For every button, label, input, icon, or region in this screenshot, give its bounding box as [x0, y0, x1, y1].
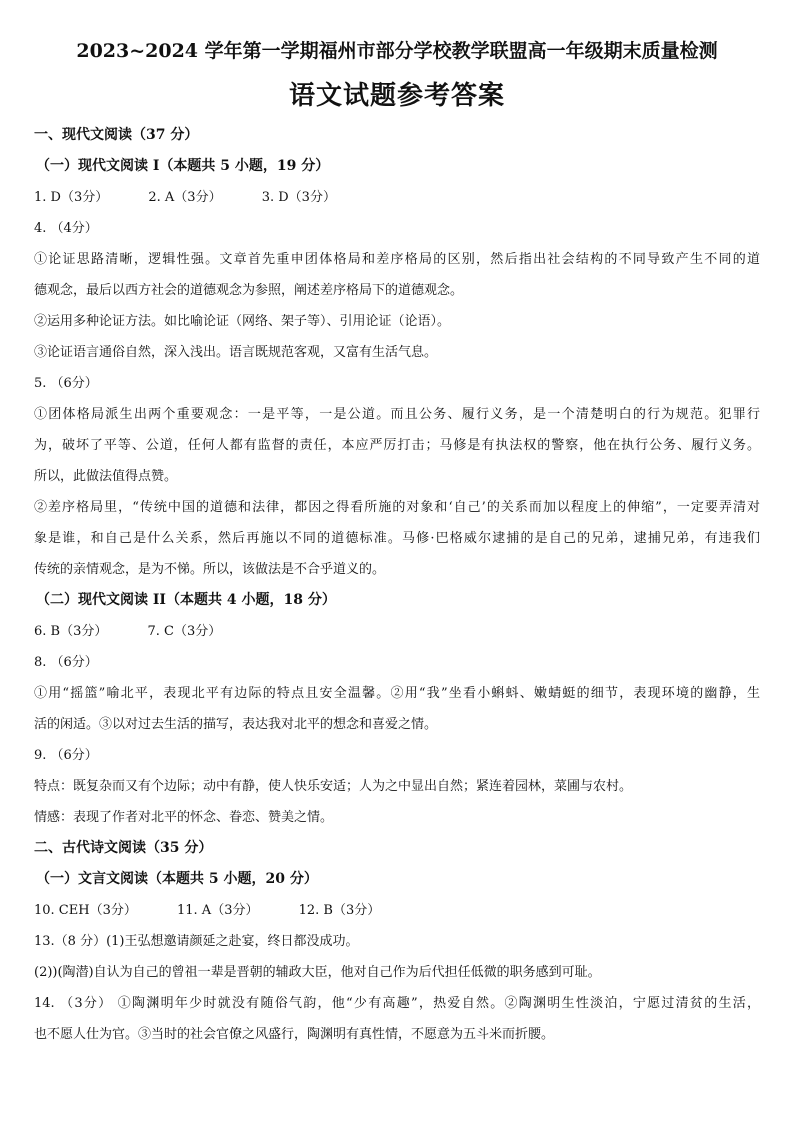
answer-q12: 12. B（3分）	[298, 903, 381, 918]
answer-q4-line: ②运用多种论证方法。如比喻论证（网络、架子等）、引用论证（论语）。	[34, 314, 451, 329]
answer-q6: 6. B（3分）	[34, 624, 108, 639]
answer-q8-line: 活的闲适。③以对过去生活的描写，表达我对北平的想念和喜爱之情。	[34, 717, 438, 732]
question-5-header: 5. （6分）	[34, 376, 98, 391]
answer-q13-line: (2))(陶潜)自认为自己的曾祖一辈是晋朝的辅政大臣，他对自己作为后代担任低微的职务感到可耻。	[34, 965, 601, 980]
answer-q5-line: 象是谁，和自己是什么关系，然后再施以不同的道德标准。马修·巴格威尔逮捕的是自己的兄弟，逮捕兄弟，有违我们	[34, 531, 760, 546]
exam-header: 2023~2024 学年第一学期福州市部分学校教学联盟高一年级期末质量检测	[76, 40, 718, 62]
answer-q4-line: 德观念，最后以西方社会的道德观念为参照，阐述差序格局下的道德观念。	[34, 283, 464, 298]
document-title: 语文试题参考答案	[288, 81, 505, 111]
answers-q10-q12	[34, 895, 760, 926]
answer-q14-line: 14. （3分） ①陶渊明年少时就没有随俗气韵，他“少有高趣”，热爱自然。②陶渊明生性淡泊，宁愿过清贫的生活，	[34, 996, 760, 1011]
answer-q5-line: 所以，此做法值得点赞。	[34, 469, 178, 484]
answer-q11: 11. A（3分）	[177, 903, 259, 918]
question-4-header: 4. （4分）	[34, 221, 98, 236]
answer-q10: 10. CEH（3分）	[34, 903, 137, 918]
answers-q6-q7	[34, 616, 760, 647]
answer-q1: 1. D（3分）	[34, 190, 109, 205]
answer-q9-line: 特点：既复杂而又有个边际；动中有静，使人快乐安适；人为之中显出自然；紧连着园林，菜圃与农村。	[34, 779, 633, 794]
answer-q4-line: ③论证语言通俗自然，深入浅出。语言既规范客观，又富有生活气息。	[34, 345, 438, 360]
answer-q5-line: 传统的亲情观念，是为不悌。所以，该做法是不合乎道义的。	[34, 562, 386, 577]
subsection-heading-classical-prose: （一）文言文阅读（本题共 5 小题，20 分）	[36, 871, 318, 887]
section-heading-modern-reading: 一、现代文阅读（37 分）	[34, 127, 199, 143]
answer-q8-line: ①用“摇篮”喻北平，表现北平有边际的特点且安全温馨。②用“我”坐看小蝌蚪、嫩蜻蜓的细节，表现环境的幽静，生	[34, 686, 760, 701]
answer-q5-line: ①团体格局派生出两个重要观念：一是平等，一是公道。而且公务、履行义务，是一个清楚明白的行为规范。犯罪行	[34, 407, 760, 422]
answer-q14-line: 也不愿人仕为官。③当时的社会官僚之风盛行，陶渊明有真性情，不愿意为五斗米而折腰。	[34, 1027, 555, 1042]
answer-q5-line: 为，破坏了平等、公道，任何人都有监督的责任，本应严厉打击；马修是有执法权的警察，他在执行公务、履行义务。	[34, 438, 760, 453]
answer-q5-line: ②差序格局里，“传统中国的道德和法律，都因之得看所施的对象和‘自己’的关系而加以程度上的伸缩”，一定要弄清对	[34, 500, 760, 515]
subsection-heading-modern-reading-1: （一）现代文阅读 I（本题共 5 小题，19 分）	[36, 158, 330, 174]
subsection-heading-modern-reading-2: （二）现代文阅读 II（本题共 4 小题，18 分）	[36, 592, 336, 608]
answer-q2: 2. A（3分）	[148, 190, 222, 205]
answer-q13-line: 13.（8 分）(1)王弘想邀请颜延之赴宴，终日都没成功。	[34, 934, 359, 949]
answer-q9-line: 情感：表现了作者对北平的怀念、眷恋、赞美之情。	[34, 810, 334, 825]
answers-q1-q3	[34, 182, 760, 213]
section-heading-classical-reading: 二、古代诗文阅读（35 分）	[34, 840, 213, 856]
question-8-header: 8. （6分）	[34, 655, 98, 670]
answer-q7: 7. C（3分）	[147, 624, 222, 639]
answer-q4-line: ①论证思路清晰，逻辑性强。文章首先重申团体格局和差序格局的区别，然后指出社会结构的不同导致产生不同的道	[34, 252, 760, 267]
question-9-header: 9. （6分）	[34, 748, 98, 763]
answer-q3: 3. D（3分）	[261, 190, 336, 205]
